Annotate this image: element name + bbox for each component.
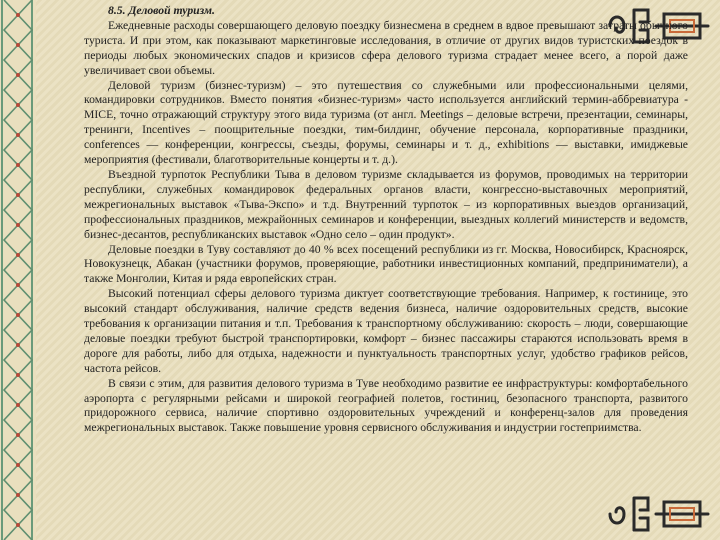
paragraph: Деловые поездки в Туву составляют до 40 % всех посещений республики из гг. Москва, Новосибирск, Красноярск, Новокузнецк, Абакан (участники форумов, проверяющие, работники инвестиционных компаний, предприниматели), а также Монголии, Китая и ряда европейских стран.	[84, 242, 688, 286]
ornament-bottom-right	[604, 492, 714, 536]
paragraph: Въездной турпоток Республики Тыва в деловом туризме складывается из форумов, проводимых на территории республики, служебных командировок федеральных органов власти, конгрессно-выставочных мероприятий, межрегиональных выставок «Тыва-Экспо» и т.д. Внутренний турпоток – из корпоративных выездов организаций, профессиональных праздников, межрайонных семинаров и конференции, выездных коллегий министерств и ведомств, бизнес-десантов, республиканских выставок «Одно село – один продукт».	[84, 167, 688, 241]
paragraph: Деловой туризм (бизнес-туризм) – это путешествия со служебными или профессиональными целями, командировки сотрудников. Вместо понятия «бизнес-туризм» часто используется английский термин-аббревиатура - MICE, точно отражающий структуру этого вида туризма (от англ. Meetings – деловые встречи, презентации, семинары, тренинги, Incentives – поощрительные поездки, тим-билдинг, обучение персонала, корпоративные праздники, conferences — конференции, конгрессы, съезды, форумы, семинары и т. д., exhibitions — выставки, имиджевые мероприятия (фестивали, благотворительные концерты и т. д.).	[84, 78, 688, 167]
paragraph: Высокий потенциал сферы делового туризма диктует соответствующие требования. Например, к гостинице, это высокий стандарт обслуживания, наличие средств ведения бизнеса, наличие оздоровительных средств, высокие требования к организации питания и т.п. Требования к транспортному обслуживанию: скорость – люди, совершающие деловые поездки требуют быстрой транспортировки, комфорт – бизнес пассажиры стараются использовать время в дороге для работы, либо для отдыха, надежности и пунктуальность транспортных услуг, удобство графиков рейсов, частота рейсов.	[84, 287, 688, 375]
section-heading: 8.5. Деловой туризм.	[108, 4, 215, 17]
paragraph: В связи с этим, для развития делового туризма в Туве необходимо развитие ее инфраструктуры: комфортабельного аэропорта с регулярными рейсами и широкой географией полетов, гостиниц, безопасного транспорта, развитого придорожного сервиса, наличие спортивно оздоровительных учреждений и конференц-залов для проведения межрегиональных выставок. Также повышение уровня сервисного обслуживания и индустрии гостеприимства.	[84, 376, 688, 435]
paragraph: Ежедневные расходы совершающего деловую поездку бизнесмена в среднем в вдвое превышают затраты обычного туриста. И при этом, как показывают маркетинговые исследования, в отличие от других видов туристских поездок в периоды любых экономических спадов и кризисов сфера делового туризма страдает менее всего, а порой даже увеличивает свои объемы.	[84, 18, 688, 77]
document-text	[84, 2, 688, 436]
ornamental-left-border	[0, 0, 36, 540]
